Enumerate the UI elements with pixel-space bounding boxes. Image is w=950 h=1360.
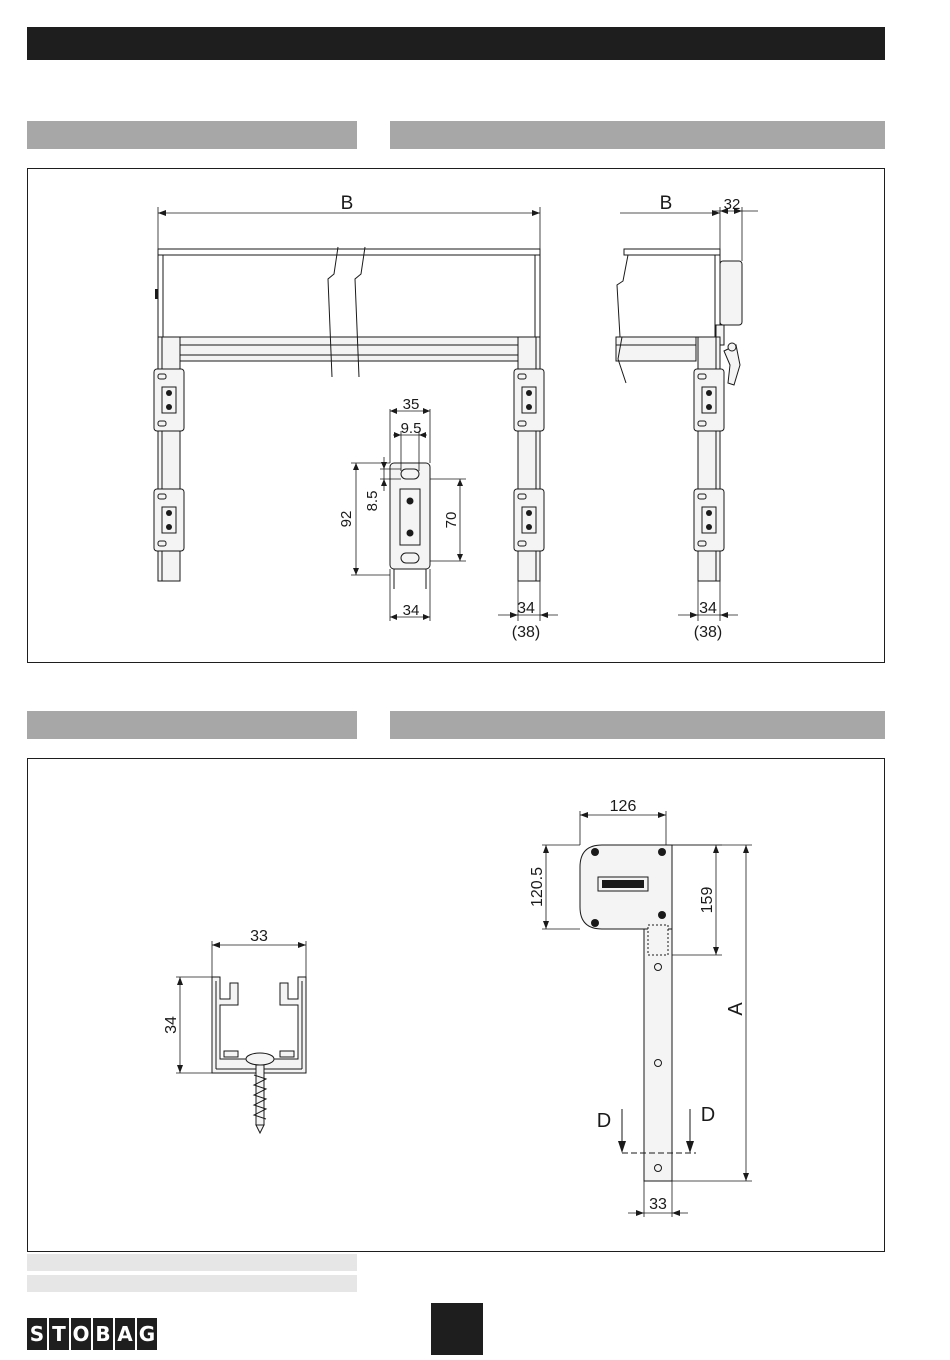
plate-height: 120.5 [529, 866, 546, 908]
total-length-label: A [725, 1002, 747, 1016]
logo-letter: S [27, 1318, 47, 1350]
drawing-panel-mounting [27, 168, 885, 663]
logo-letter: G [137, 1318, 157, 1350]
section-header-left-1 [27, 121, 357, 149]
side-leg-width-alt: (38) [693, 624, 723, 641]
footer-bar-1 [27, 1254, 357, 1271]
bracket-detail [338, 396, 466, 621]
slot-width: 9.5 [400, 420, 422, 437]
front-leg-width: 34 [517, 600, 535, 617]
bracket-height: 92 [338, 510, 355, 528]
side-width-label: B [659, 193, 673, 214]
footer-bar-2 [27, 1275, 357, 1292]
logo-letter: T [49, 1318, 69, 1350]
top-title-bar [27, 27, 885, 60]
slot-height: 8.5 [364, 490, 381, 512]
logo-letter: O [71, 1318, 91, 1350]
arm-offset: 159 [699, 886, 716, 914]
console-bracket [529, 798, 752, 1217]
section-header-right-1 [390, 121, 885, 149]
drawing-panel-components [27, 758, 885, 1252]
side-leg-width: 34 [699, 600, 717, 617]
plate-width: 126 [609, 798, 637, 815]
profile-height: 34 [163, 1016, 180, 1034]
front-width-label: B [340, 193, 354, 214]
stobag-logo [27, 1318, 157, 1350]
section-label-left: D [596, 1110, 612, 1132]
bracket-width: 35 [402, 396, 420, 413]
front-leg-width-alt: (38) [511, 624, 541, 641]
page-number-box [431, 1303, 483, 1355]
side-view [616, 193, 758, 641]
section-header-right-2 [390, 711, 885, 739]
section-label-right: D [700, 1104, 716, 1126]
profile-width: 33 [250, 928, 268, 945]
logo-letter: B [93, 1318, 113, 1350]
profile-section [163, 928, 306, 1133]
logo-letter: A [115, 1318, 135, 1350]
logo-plate-icon [602, 880, 644, 888]
motor-offset: 32 [723, 196, 741, 213]
bracket-base-width: 34 [402, 602, 420, 619]
hole-spacing: 70 [443, 511, 460, 529]
arm-width: 33 [649, 1196, 667, 1213]
mounting-drawing [28, 169, 886, 664]
section-header-left-2 [27, 711, 357, 739]
components-drawing [28, 759, 886, 1253]
